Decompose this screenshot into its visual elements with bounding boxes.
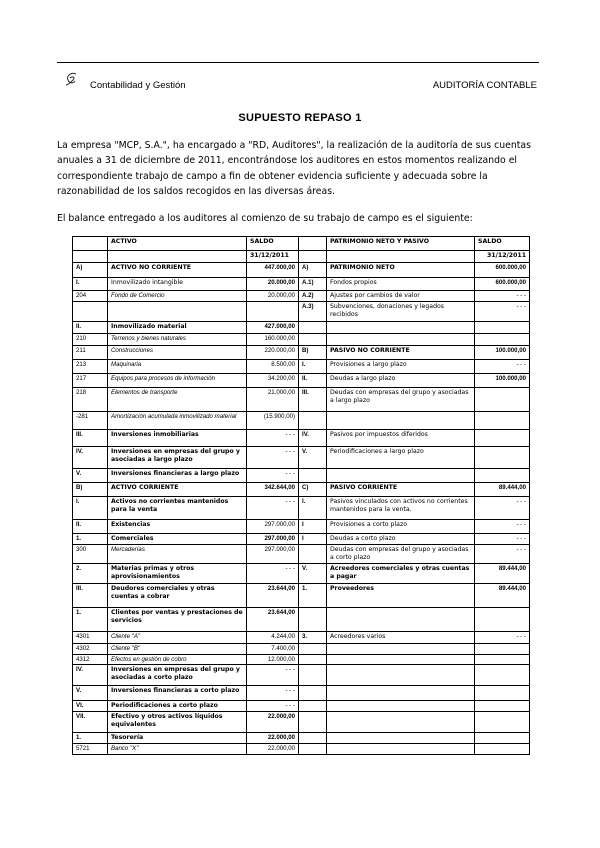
table-cell: PATRIMONIO NETO <box>327 263 475 278</box>
table-row <box>73 632 530 644</box>
table-cell <box>327 654 475 665</box>
table-cell <box>299 237 327 251</box>
table-cell <box>299 701 327 712</box>
table-cell <box>327 608 475 632</box>
table-cell <box>475 644 530 655</box>
table-cell <box>327 469 475 483</box>
table-cell <box>327 334 475 346</box>
table-cell: 8.500,00 <box>247 360 299 374</box>
table-cell <box>299 665 327 686</box>
table-cell: 7.400,00 <box>247 644 299 655</box>
table-cell: Equipos para procesos de información <box>108 374 247 388</box>
table-cell: Inversiones inmobiliarias <box>108 430 247 447</box>
table-cell: 34.200,00 <box>247 374 299 388</box>
table-row <box>73 291 530 302</box>
table-cell <box>475 665 530 686</box>
table-cell <box>475 322 530 334</box>
table-cell <box>475 654 530 665</box>
table-cell: 160.000,00 <box>247 334 299 346</box>
table-cell <box>327 701 475 712</box>
table-cell: Inversiones financieras a corto plazo <box>108 686 247 701</box>
table-cell: 210 <box>73 334 108 346</box>
table-cell: 447.000,00 <box>247 263 299 278</box>
table-cell: II. <box>73 520 108 534</box>
table-cell: Pasivos vinculados con activos no corrientes mantenidos para la venta. <box>327 497 475 520</box>
table-row <box>73 251 530 263</box>
table-cell: IV. <box>73 447 108 469</box>
table-cell: 213 <box>73 360 108 374</box>
table-row <box>73 302 530 322</box>
table-cell <box>327 644 475 655</box>
table-cell: C) <box>299 483 327 497</box>
table-cell <box>327 712 475 733</box>
header-rule <box>57 62 539 63</box>
table-row <box>73 346 530 360</box>
table-cell: Inversiones en empresas del grupo y asociadas a corto plazo <box>108 665 247 686</box>
table-cell: 4.244,00 <box>247 632 299 644</box>
table-cell: I. <box>73 497 108 520</box>
table-cell <box>299 654 327 665</box>
header-left-text: Contabilidad y Gestión <box>90 80 186 91</box>
table-row <box>73 644 530 655</box>
balance-intro-paragraph: El balance entregado a los auditores al comienzo de su trabajo de campo es el siguiente: <box>57 213 473 224</box>
table-cell: 218 <box>73 388 108 412</box>
table-cell: - - - <box>475 520 530 534</box>
table-cell: 297.000,00 <box>247 520 299 534</box>
table-cell: 4302 <box>73 644 108 655</box>
table-cell: 1. <box>73 534 108 545</box>
table-cell: PASIVO CORRIENTE <box>327 483 475 497</box>
table-cell: I <box>299 534 327 545</box>
table-cell <box>299 686 327 701</box>
table-cell: Terrenos y bienes naturales <box>108 334 247 346</box>
table-row <box>73 412 530 430</box>
table-cell: 1. <box>299 584 327 608</box>
table-cell: - - - <box>247 469 299 483</box>
table-cell <box>299 412 327 430</box>
table-cell: 2. <box>73 564 108 584</box>
table-row <box>73 564 530 584</box>
table-cell <box>475 712 530 733</box>
table-cell <box>299 644 327 655</box>
table-cell: Acreedores comerciales y otras cuentas a pagar <box>327 564 475 584</box>
table-cell <box>327 665 475 686</box>
table-row <box>73 744 530 755</box>
table-cell: B) <box>299 346 327 360</box>
table-row <box>73 237 530 251</box>
table-cell: Subvenciones, donaciones y legados recibidos <box>327 302 475 322</box>
table-row <box>73 665 530 686</box>
table-cell: B) <box>73 483 108 497</box>
table-cell <box>327 322 475 334</box>
table-cell: 211 <box>73 346 108 360</box>
table-row <box>73 360 530 374</box>
table-cell: - - - <box>247 564 299 584</box>
table-cell: A.3) <box>299 302 327 322</box>
table-cell: - - - <box>475 545 530 564</box>
table-cell: Fondo de Comercio <box>108 291 247 302</box>
table-cell: - - - <box>475 302 530 322</box>
table-cell: 217 <box>73 374 108 388</box>
table-cell: 220.000,00 <box>247 346 299 360</box>
table-cell <box>73 237 108 251</box>
table-cell: 89.444,00 <box>475 564 530 584</box>
table-row <box>73 334 530 346</box>
table-cell: - - - <box>475 497 530 520</box>
table-cell: 4312 <box>73 654 108 665</box>
table-cell: - - - <box>247 497 299 520</box>
table-cell: ACTIVO NO CORRIENTE <box>108 263 247 278</box>
table-cell: III. <box>299 388 327 412</box>
table-cell: Elementos de transporte <box>108 388 247 412</box>
table-row <box>73 447 530 469</box>
table-cell: Proveedores <box>327 584 475 608</box>
page-title: SUPUESTO REPASO 1 <box>238 112 362 124</box>
table-cell: IV. <box>73 665 108 686</box>
table-cell <box>299 744 327 755</box>
table-cell: PASIVO NO CORRIENTE <box>327 346 475 360</box>
table-cell: II. <box>73 322 108 334</box>
table-row <box>73 733 530 744</box>
table-cell: V. <box>299 447 327 469</box>
table-cell: - - - <box>247 665 299 686</box>
table-cell <box>327 251 475 263</box>
table-cell: VII. <box>73 712 108 733</box>
table-row <box>73 278 530 291</box>
table-cell: V. <box>73 469 108 483</box>
table-row <box>73 584 530 608</box>
table-row <box>73 520 530 534</box>
table-cell: 22.000,00 <box>247 744 299 755</box>
table-cell: Tesorería <box>108 733 247 744</box>
table-cell: 20.000,00 <box>247 278 299 291</box>
table-cell: 100.000,00 <box>475 374 530 388</box>
table-cell: VI. <box>73 701 108 712</box>
table-cell: Cliente "B" <box>108 644 247 655</box>
table-cell: 1. <box>73 733 108 744</box>
table-cell: (15.900,00) <box>247 412 299 430</box>
table-cell <box>299 608 327 632</box>
table-cell: IV. <box>299 430 327 447</box>
table-cell <box>108 251 247 263</box>
table-cell: I. <box>299 360 327 374</box>
table-cell <box>475 430 530 447</box>
table-cell: - - - <box>247 430 299 447</box>
table-cell <box>299 733 327 744</box>
table-cell: -281 <box>73 412 108 430</box>
table-cell <box>475 733 530 744</box>
table-cell: A.2) <box>299 291 327 302</box>
table-cell: ACTIVO CORRIENTE <box>108 483 247 497</box>
table-cell: 89.444,00 <box>475 584 530 608</box>
table-cell <box>299 251 327 263</box>
table-cell: 22.000,00 <box>247 733 299 744</box>
table-cell <box>299 334 327 346</box>
table-cell: - - - <box>475 534 530 545</box>
table-cell: I <box>299 520 327 534</box>
table-cell: Deudores comerciales y otras cuentas a cobrar <box>108 584 247 608</box>
table-cell: - - - <box>475 632 530 644</box>
table-cell <box>475 334 530 346</box>
table-row <box>73 483 530 497</box>
table-cell <box>475 388 530 412</box>
table-cell: - - - <box>475 291 530 302</box>
table-cell: Efectos en gestión de cobro <box>108 654 247 665</box>
table-cell: 100.000,00 <box>475 346 530 360</box>
table-cell: Construcciones <box>108 346 247 360</box>
table-row <box>73 322 530 334</box>
table-cell <box>299 322 327 334</box>
table-cell: Maquinaria <box>108 360 247 374</box>
table-cell: 3. <box>299 632 327 644</box>
table-cell: 31/12/2011 <box>475 251 530 263</box>
table-cell: 5721 <box>73 744 108 755</box>
table-row <box>73 534 530 545</box>
table-cell: III. <box>73 584 108 608</box>
balance-sheet-table <box>72 236 530 755</box>
table-cell: 300 <box>73 545 108 564</box>
table-cell <box>327 733 475 744</box>
table-row <box>73 701 530 712</box>
table-cell: Fondos propios <box>327 278 475 291</box>
table-cell: SALDO <box>475 237 530 251</box>
table-cell: Deudas con empresas del grupo y asociadas a largo plazo <box>327 388 475 412</box>
table-cell: Efectivo y otros activos líquidos equivalentes <box>108 712 247 733</box>
table-cell: Comerciales <box>108 534 247 545</box>
table-cell: - - - <box>247 447 299 469</box>
table-cell <box>327 686 475 701</box>
table-cell: Pasivos por impuestos diferidos <box>327 430 475 447</box>
table-cell: Provisiones a corto plazo <box>327 520 475 534</box>
table-cell: 89.444,00 <box>475 483 530 497</box>
table-cell <box>475 608 530 632</box>
table-row <box>73 374 530 388</box>
table-cell: Amortización acumulada inmovilizado material <box>108 412 247 430</box>
table-cell: - - - <box>247 686 299 701</box>
table-cell: Inmovilizado material <box>108 322 247 334</box>
table-cell: Inversiones financieras a largo plazo <box>108 469 247 483</box>
table-cell: 12.000,00 <box>247 654 299 665</box>
table-cell: 23.644,00 <box>247 584 299 608</box>
table-cell <box>327 412 475 430</box>
table-cell: Periodificaciones a largo plazo <box>327 447 475 469</box>
table-cell <box>327 744 475 755</box>
table-cell: Inversiones en empresas del grupo y asociadas a largo plazo <box>108 447 247 469</box>
script-logo-icon <box>64 71 80 87</box>
table-cell: Periodificaciones a corto plazo <box>108 701 247 712</box>
table-cell: 4301 <box>73 632 108 644</box>
table-cell <box>299 469 327 483</box>
table-cell: 342.644,00 <box>247 483 299 497</box>
table-cell: 20.000,00 <box>247 291 299 302</box>
table-cell: A) <box>299 263 327 278</box>
table-cell: Materias primas y otros aprovisionamientos <box>108 564 247 584</box>
table-cell: 297.000,00 <box>247 534 299 545</box>
table-cell: - - - <box>475 360 530 374</box>
table-row <box>73 388 530 412</box>
table-cell: Activos no corrientes mantenidos para la venta <box>108 497 247 520</box>
table-cell <box>475 447 530 469</box>
table-row <box>73 545 530 564</box>
table-cell: ACTIVO <box>108 237 247 251</box>
table-cell: Acreedores varios <box>327 632 475 644</box>
table-cell: 297.000,00 <box>247 545 299 564</box>
table-cell: Deudas con empresas del grupo y asociadas a corto plazo <box>327 545 475 564</box>
table-cell: Clientes por ventas y prestaciones de servicios <box>108 608 247 632</box>
table-cell: III. <box>73 430 108 447</box>
table-cell: Cliente "A" <box>108 632 247 644</box>
table-cell: Provisiones a largo plazo <box>327 360 475 374</box>
table-cell: 21.000,00 <box>247 388 299 412</box>
table-cell: 427.000,00 <box>247 322 299 334</box>
table-cell: 600.000,00 <box>475 263 530 278</box>
table-cell: Deudas a corto plazo <box>327 534 475 545</box>
table-cell: 204 <box>73 291 108 302</box>
table-cell: Ajustes por cambios de valor <box>327 291 475 302</box>
intro-paragraph: La empresa "MCP, S.A.", ha encargado a "RD, Auditores", la realización de la auditoría de sus cuentas anuales a 31 de diciembre de 2011, encontrándose los auditores en estos momentos realizando el correspondiente trabajo de campo a fin de obtener evidencia suficiente y adecuada sobre la razonabilidad de los saldos recogidos en las diversas áreas. <box>57 140 531 197</box>
table-cell: A.1) <box>299 278 327 291</box>
table-cell: I. <box>299 497 327 520</box>
table-cell: Deudas a largo plazo <box>327 374 475 388</box>
table-cell: 1. <box>73 608 108 632</box>
table-row <box>73 654 530 665</box>
table-cell: 22.000,00 <box>247 712 299 733</box>
table-cell: 23.644,00 <box>247 608 299 632</box>
table-cell <box>108 302 247 322</box>
table-row <box>73 469 530 483</box>
table-row <box>73 263 530 278</box>
table-row <box>73 608 530 632</box>
table-row <box>73 430 530 447</box>
table-cell: Inmovilizado intangible <box>108 278 247 291</box>
table-cell <box>475 412 530 430</box>
table-cell <box>475 469 530 483</box>
table-cell: A) <box>73 263 108 278</box>
table-row <box>73 686 530 701</box>
table-cell: Mercaderías <box>108 545 247 564</box>
table-cell <box>299 545 327 564</box>
table-row <box>73 712 530 733</box>
table-cell: Banco "X" <box>108 744 247 755</box>
table-cell: SALDO <box>247 237 299 251</box>
table-cell: II. <box>299 374 327 388</box>
table-cell <box>475 701 530 712</box>
table-cell <box>475 744 530 755</box>
table-cell: 600.000,00 <box>475 278 530 291</box>
table-cell: PATRIMONIO NETO Y PASIVO <box>327 237 475 251</box>
header-right-text: AUDITORÍA CONTABLE <box>432 80 537 91</box>
table-cell <box>299 712 327 733</box>
table-cell <box>73 251 108 263</box>
table-cell: - - - <box>247 701 299 712</box>
table-cell: V. <box>299 564 327 584</box>
table-cell <box>475 686 530 701</box>
table-row <box>73 497 530 520</box>
table-cell: Existencias <box>108 520 247 534</box>
table-cell: 31/12/2011 <box>247 251 299 263</box>
table-cell <box>73 302 108 322</box>
table-cell <box>247 302 299 322</box>
table-cell: V. <box>73 686 108 701</box>
table-cell: I. <box>73 278 108 291</box>
